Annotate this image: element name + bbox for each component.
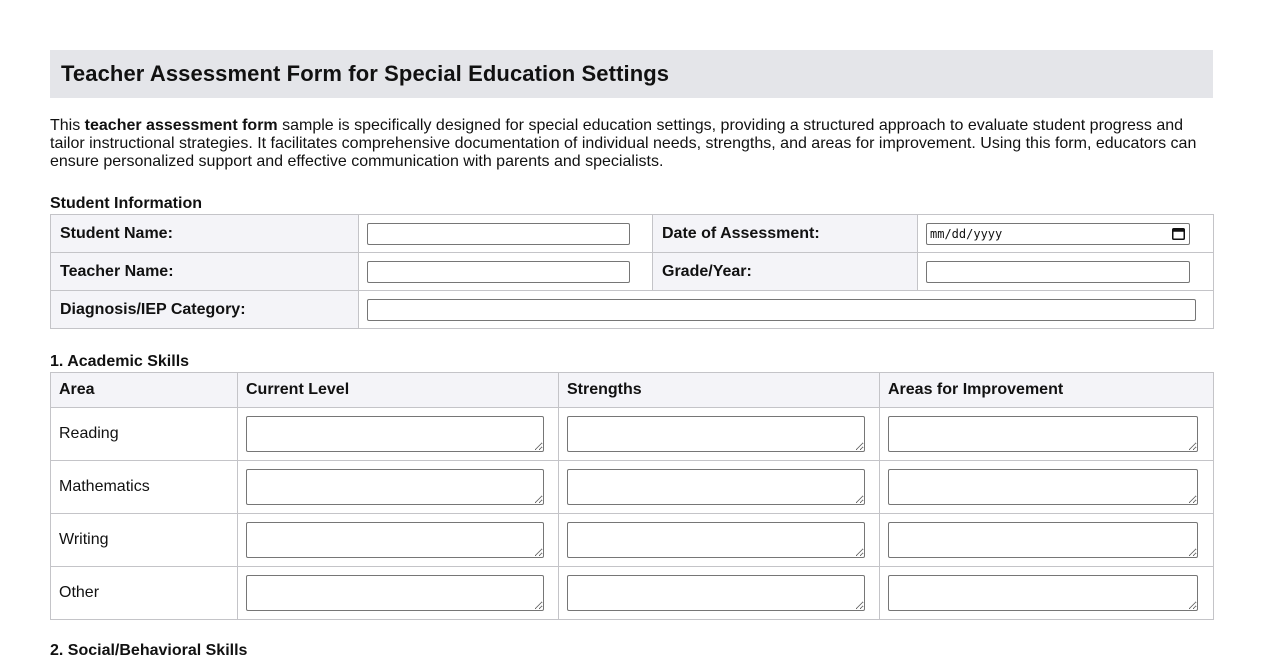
academic-row-writing xyxy=(51,514,1214,567)
student-info-table xyxy=(50,214,1214,329)
diagnosis-cell xyxy=(359,291,1214,329)
academic-header-row xyxy=(51,373,1214,408)
academic-row-mathematics xyxy=(51,461,1214,514)
area-label: Mathematics xyxy=(51,461,238,514)
intro-suffix: sample is specifically designed for special education settings, providing a structured approach to evaluate student progress and tailor instructional strategies. It facilitates comprehensive documentation of individual needs, strengths, and areas for improvement. Using this form, educators can ensure personalized support and effective communication with parents and specialists. xyxy=(50,117,1197,170)
current-level-textarea[interactable] xyxy=(246,469,544,505)
date-placeholder: mm/dd/yyyy xyxy=(930,226,1003,241)
social-skills-title: 2. Social/Behavioral Skills xyxy=(50,642,248,659)
teacher-name-cell xyxy=(359,253,653,291)
academic-row-other xyxy=(51,567,1214,620)
header-strengths: Strengths xyxy=(559,373,880,408)
header-areas-for-improvement: Areas for Improvement xyxy=(880,373,1214,408)
teacher-name-label: Teacher Name: xyxy=(51,253,359,291)
student-info-row xyxy=(51,253,1214,291)
academic-row-reading xyxy=(51,408,1214,461)
page-title: Teacher Assessment Form for Special Education Settings xyxy=(61,61,670,86)
date-label: Date of Assessment: xyxy=(653,215,918,253)
improvement-cell xyxy=(880,514,1214,567)
current-level-textarea[interactable] xyxy=(246,522,544,558)
current-level-cell xyxy=(238,461,559,514)
academic-skills-title: 1. Academic Skills xyxy=(50,353,190,370)
student-info-title: Student Information xyxy=(50,195,202,212)
teacher-name-input[interactable] xyxy=(367,261,630,283)
assessment-form xyxy=(50,50,1213,660)
strengths-cell xyxy=(559,567,880,620)
student-info-row xyxy=(51,215,1214,253)
header-current-level: Current Level xyxy=(238,373,559,408)
strengths-cell xyxy=(559,461,880,514)
strengths-textarea[interactable] xyxy=(567,469,865,505)
improvement-cell xyxy=(880,567,1214,620)
intro-prefix: This xyxy=(50,117,85,134)
date-cell xyxy=(918,215,1214,253)
improvement-textarea[interactable] xyxy=(888,575,1198,611)
student-name-input[interactable] xyxy=(367,223,630,245)
improvement-textarea[interactable] xyxy=(888,469,1198,505)
student-name-cell xyxy=(359,215,653,253)
strengths-textarea[interactable] xyxy=(567,522,865,558)
current-level-textarea[interactable] xyxy=(246,575,544,611)
strengths-textarea[interactable] xyxy=(567,575,865,611)
grade-input[interactable] xyxy=(926,261,1190,283)
strengths-cell xyxy=(559,408,880,461)
intro-bold: teacher assessment form xyxy=(84,117,278,134)
current-level-cell xyxy=(238,514,559,567)
improvement-textarea[interactable] xyxy=(888,522,1198,558)
strengths-textarea[interactable] xyxy=(567,416,865,452)
intro-paragraph xyxy=(50,117,1213,171)
area-label: Writing xyxy=(51,514,238,567)
date-input[interactable] xyxy=(926,223,1190,245)
diagnosis-input[interactable] xyxy=(367,299,1196,321)
academic-skills-table xyxy=(50,372,1214,620)
student-info-row xyxy=(51,291,1214,329)
calendar-icon[interactable] xyxy=(1172,227,1185,240)
strengths-cell xyxy=(559,514,880,567)
current-level-cell xyxy=(238,408,559,461)
student-name-label: Student Name: xyxy=(51,215,359,253)
improvement-textarea[interactable] xyxy=(888,416,1198,452)
header-area: Area xyxy=(51,373,238,408)
grade-cell xyxy=(918,253,1214,291)
area-label: Other xyxy=(51,567,238,620)
diagnosis-label: Diagnosis/IEP Category: xyxy=(51,291,359,329)
area-label: Reading xyxy=(51,408,238,461)
title-bar xyxy=(50,50,1213,98)
current-level-cell xyxy=(238,567,559,620)
improvement-cell xyxy=(880,408,1214,461)
grade-label: Grade/Year: xyxy=(653,253,918,291)
current-level-textarea[interactable] xyxy=(246,416,544,452)
improvement-cell xyxy=(880,461,1214,514)
